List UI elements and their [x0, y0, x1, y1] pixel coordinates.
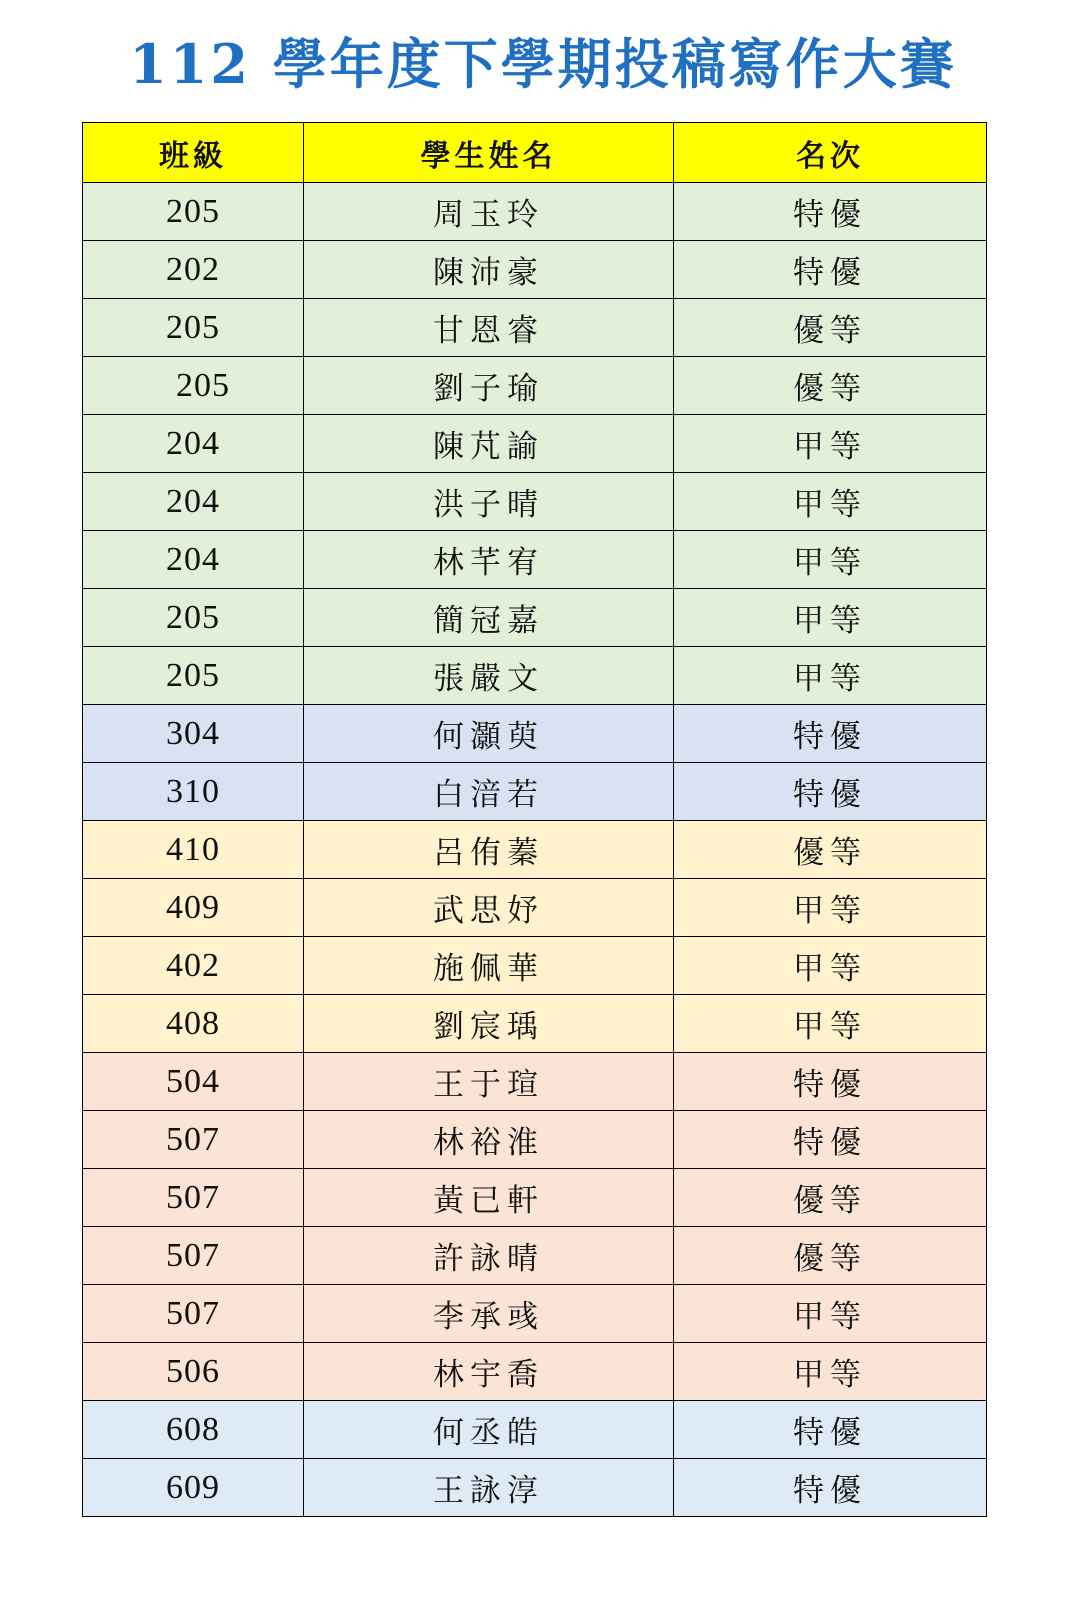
table-row: [83, 241, 987, 299]
student-name-cell: 陳沛豪: [304, 241, 674, 299]
table-row: [83, 763, 987, 821]
student-name-cell: 武思妤: [304, 879, 674, 937]
student-name-cell: 張嚴文: [304, 647, 674, 705]
table-row: [83, 821, 987, 879]
rank-cell: 優等: [674, 1227, 987, 1285]
table-row: [83, 647, 987, 705]
student-name-cell: 王詠淳: [304, 1459, 674, 1517]
table-row: [83, 531, 987, 589]
rank-cell: 甲等: [674, 589, 987, 647]
rank-cell: 甲等: [674, 415, 987, 473]
student-name-cell: 何灝萸: [304, 705, 674, 763]
column-header-class: 班級: [83, 123, 304, 183]
column-header-student-name: 學生姓名: [304, 123, 674, 183]
table-row: [83, 995, 987, 1053]
rank-cell: 甲等: [674, 473, 987, 531]
student-name-cell: 施佩華: [304, 937, 674, 995]
rank-cell: 優等: [674, 357, 987, 415]
rank-cell: 甲等: [674, 937, 987, 995]
student-name-cell: 甘恩睿: [304, 299, 674, 357]
class-cell: 205: [83, 183, 304, 241]
class-cell: 304: [83, 705, 304, 763]
class-cell: 506: [83, 1343, 304, 1401]
rank-cell: 特優: [674, 241, 987, 299]
rank-cell: 特優: [674, 763, 987, 821]
table-row: [83, 589, 987, 647]
table-row: [83, 357, 987, 415]
column-header-rank: 名次: [674, 123, 987, 183]
student-name-cell: 何丞皓: [304, 1401, 674, 1459]
class-cell: 205: [83, 299, 304, 357]
table-row: [83, 879, 987, 937]
class-cell: 409: [83, 879, 304, 937]
rank-cell: 優等: [674, 821, 987, 879]
table-row: [83, 473, 987, 531]
class-cell: 507: [83, 1285, 304, 1343]
student-name-cell: 林芊宥: [304, 531, 674, 589]
class-cell: 202: [83, 241, 304, 299]
class-cell: 504: [83, 1053, 304, 1111]
class-cell: 410: [83, 821, 304, 879]
table-row: [83, 1285, 987, 1343]
table-row: [83, 299, 987, 357]
student-name-cell: 洪子晴: [304, 473, 674, 531]
class-cell: 310: [83, 763, 304, 821]
table-row: [83, 183, 987, 241]
table-header-row: [83, 123, 987, 183]
table-row: [83, 415, 987, 473]
rank-cell: 優等: [674, 1169, 987, 1227]
table-row: [83, 1111, 987, 1169]
rank-cell: 特優: [674, 705, 987, 763]
rank-cell: 特優: [674, 1459, 987, 1517]
table-row: [83, 1169, 987, 1227]
student-name-cell: 劉宸瑀: [304, 995, 674, 1053]
class-cell: 408: [83, 995, 304, 1053]
table-row: [83, 1459, 987, 1517]
rank-cell: 特優: [674, 183, 987, 241]
class-cell: 205: [83, 357, 304, 415]
rank-cell: 甲等: [674, 1285, 987, 1343]
class-cell: 507: [83, 1169, 304, 1227]
table-row: [83, 1401, 987, 1459]
class-cell: 204: [83, 415, 304, 473]
class-cell: 205: [83, 589, 304, 647]
rank-cell: 優等: [674, 299, 987, 357]
rank-cell: 甲等: [674, 647, 987, 705]
student-name-cell: 簡冠嘉: [304, 589, 674, 647]
rank-cell: 甲等: [674, 531, 987, 589]
class-cell: 609: [83, 1459, 304, 1517]
rank-cell: 特優: [674, 1111, 987, 1169]
class-cell: 402: [83, 937, 304, 995]
student-name-cell: 呂侑蓁: [304, 821, 674, 879]
class-cell: 507: [83, 1111, 304, 1169]
table-row: [83, 1227, 987, 1285]
student-name-cell: 黃已軒: [304, 1169, 674, 1227]
rank-cell: 特優: [674, 1053, 987, 1111]
class-cell: 205: [83, 647, 304, 705]
student-name-cell: 陳芃諭: [304, 415, 674, 473]
class-cell: 204: [83, 473, 304, 531]
class-cell: 608: [83, 1401, 304, 1459]
page-title: 112 學年度下學期投稿寫作大賽: [129, 32, 957, 96]
table-row: [83, 937, 987, 995]
student-name-cell: 周玉玲: [304, 183, 674, 241]
rank-cell: 甲等: [674, 995, 987, 1053]
rank-cell: 甲等: [674, 879, 987, 937]
results-table: [82, 122, 987, 1517]
table-row: [83, 1343, 987, 1401]
table-row: [83, 705, 987, 763]
student-name-cell: 王于瑄: [304, 1053, 674, 1111]
rank-cell: 甲等: [674, 1343, 987, 1401]
student-name-cell: 林宇喬: [304, 1343, 674, 1401]
student-name-cell: 李承彧: [304, 1285, 674, 1343]
student-name-cell: 林裕淮: [304, 1111, 674, 1169]
class-cell: 507: [83, 1227, 304, 1285]
table-row: [83, 1053, 987, 1111]
student-name-cell: 劉子瑜: [304, 357, 674, 415]
student-name-cell: 白湆若: [304, 763, 674, 821]
rank-cell: 特優: [674, 1401, 987, 1459]
student-name-cell: 許詠晴: [304, 1227, 674, 1285]
class-cell: 204: [83, 531, 304, 589]
